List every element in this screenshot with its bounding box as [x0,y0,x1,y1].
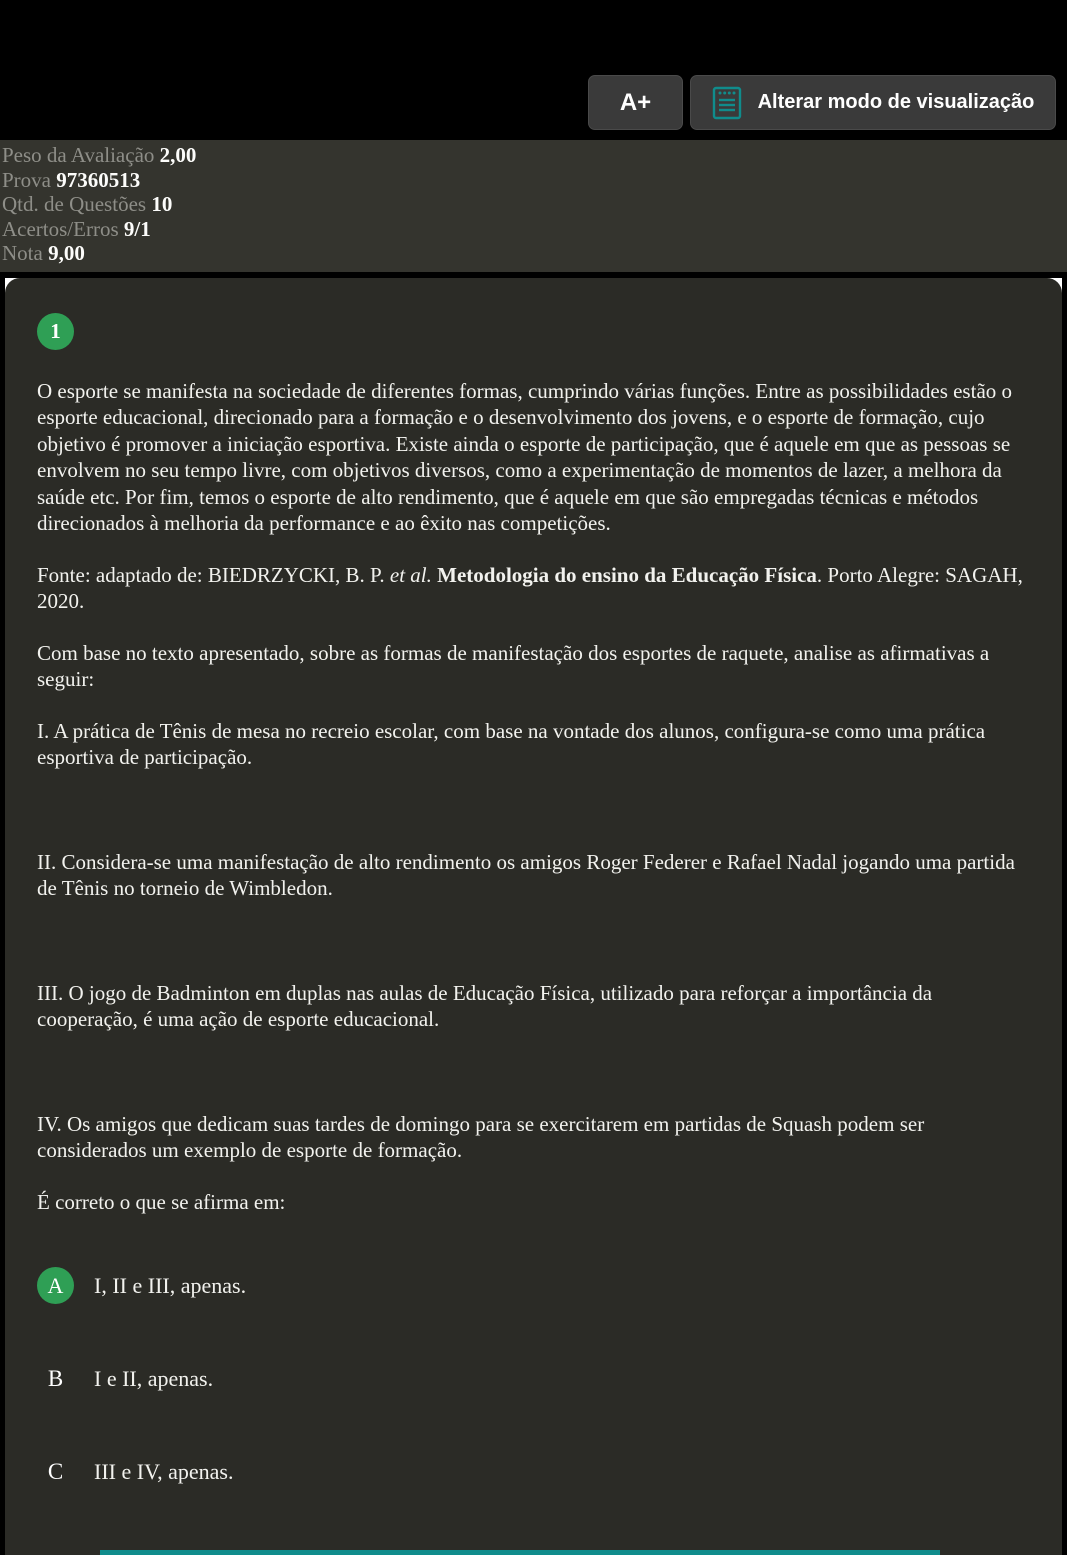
answer-options [37,1267,1034,1490]
statement-2: II. Considera-se uma manifestação de alto rendimento os amigos Roger Federer e Rafael Nadal jogando uma partida de Tênis no torneio de Wimbledon. [37,849,1015,900]
source-etal: et al. [389,562,432,587]
exam-summary [0,140,1067,272]
document-list-icon [712,86,742,120]
option-c-badge: C [47,1458,64,1484]
statement-4: IV. Os amigos que dedicam suas tardes de domingo para se exercitarem em partidas de Squash podem ser considerados um exemplo de esporte de formação. [37,1111,925,1162]
source-title: Metodologia do ensino da Educação Física [437,562,817,587]
meta-row-grade: Nota 9,00 [2,241,85,265]
increase-font-button[interactable]: A+ [588,75,683,130]
question-source-citation [37,562,1034,615]
option-c-label: III e IV, apenas. [94,1458,234,1484]
statement-1: I. A prática de Tênis de mesa no recreio escolar, com base na vontade dos alunos, configura-se como uma prática esportiva de participação. [37,718,986,769]
bottom-scroll-indicator [100,1550,940,1555]
question-instruction-text: Com base no texto apresentado, sobre as formas de manifestação dos esportes de raquete, analise as afirmativas a seguir: [37,640,990,691]
question-number-badge: 1 [37,313,74,350]
option-b-badge: B [47,1365,64,1391]
source-prefix: Fonte: adaptado de: BIEDRZYCKI, B. P. [37,562,390,587]
statement-3: III. O jogo de Badminton em duplas nas aulas de Educação Física, utilizado para reforçar a importância da cooperação, é uma ação de esporte educacional. [37,980,933,1031]
source-suffix: . Porto Alegre: SAGAH, 2020. [37,562,1023,613]
option-c[interactable] [37,1453,1034,1490]
meta-row-question-count: Qtd. de Questões 10 [2,192,173,216]
answer-prompt: É correto o que se afirma em: [37,1189,286,1214]
option-b[interactable] [37,1360,1034,1397]
option-a-label: I, II e III, apenas. [94,1272,247,1298]
change-view-mode-button[interactable] [690,75,1056,130]
meta-row-exam-id: Prova 97360513 [2,167,141,192]
question-card [5,278,1062,1555]
meta-row-weight: Peso da Avaliação 2,00 [2,143,197,167]
meta-row-hits-errors: Acertos/Erros 9/1 [2,216,151,241]
question-card-backdrop [5,278,1062,1555]
top-toolbar [0,0,1067,140]
view-mode-label: Alterar modo de visualização [757,91,1035,113]
option-b-label: I e II, apenas. [94,1365,214,1391]
option-a-badge-selected: A [37,1267,74,1304]
question-intro-text: O esporte se manifesta na sociedade de diferentes formas, cumprindo várias funções. Entre as possibilidades estão o esporte educacional, direcionado para a formação e o desenvolvimento dos jovens, e o esporte de formação, cujo objetivo é promover a iniciação esportiva. Existe ainda o esporte de participação, que é aquele em que as pessoas se envolvem no seu tempo livre, com objetivos diversos, como a experimentação de momentos de lazer, a melhora da saúde etc. Por fim, temos o esporte de alto rendimento, que é aquele em que são empregadas técnicas e métodos direcionados à melhoria da performance e ao êxito nas competições. [37,378,1013,535]
option-a[interactable] [37,1267,1034,1304]
